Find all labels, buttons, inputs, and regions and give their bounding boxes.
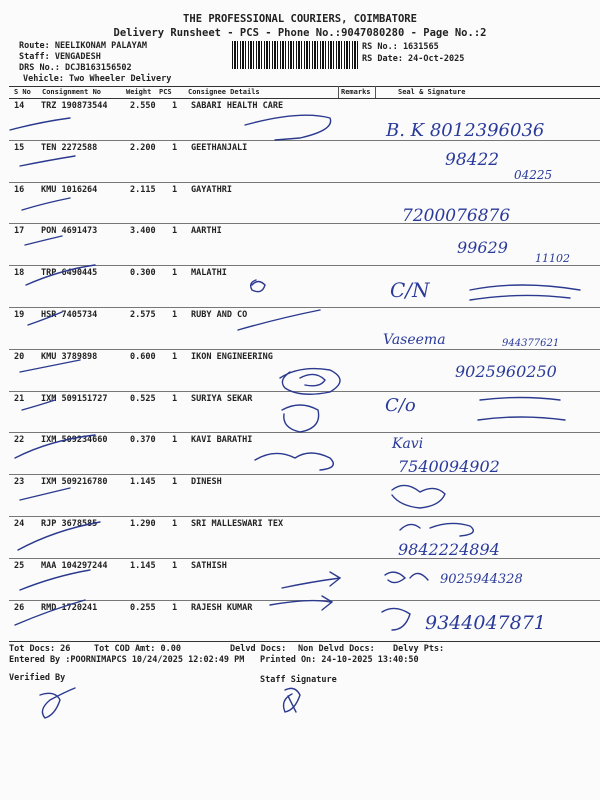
vehicle-label: Vehicle: Two Wheeler Delivery bbox=[23, 74, 172, 84]
row-wt: 3.400 bbox=[130, 226, 156, 237]
row-cn: TRZ 190873544 bbox=[41, 101, 108, 111]
handwritten-note: 99629 bbox=[457, 238, 508, 257]
row-pcs: 1 bbox=[172, 477, 178, 488]
row-pcs: 1 bbox=[172, 435, 178, 446]
delivery-points: Delvy Pts: bbox=[393, 644, 445, 654]
handwritten-note: C/N bbox=[390, 278, 430, 302]
row-wt: 2.550 bbox=[130, 101, 156, 111]
row-cn: TEN 2272588 bbox=[41, 142, 98, 153]
verified-by-label: Verified By bbox=[9, 673, 66, 683]
rs-date: RS Date: 24-Oct-2025 bbox=[362, 54, 465, 64]
row-sno: 25 bbox=[14, 560, 25, 571]
row-sno: 21 bbox=[14, 393, 25, 404]
row-cn: KMU 3789898 bbox=[41, 351, 98, 362]
row-cn: RMD 1720241 bbox=[41, 602, 98, 613]
row-cn: HSR 7405734 bbox=[41, 310, 98, 320]
row-cn: MAA 104297244 bbox=[41, 560, 108, 571]
drs-number: DRS No.: DCJB163156502 bbox=[19, 63, 132, 73]
row-pcs: 1 bbox=[172, 393, 178, 404]
row-sno: 14 bbox=[14, 101, 25, 111]
rs-number: RS No.: 1631565 bbox=[362, 42, 439, 52]
row-name: SATHISH bbox=[191, 560, 227, 571]
route-label: Route: NEELIKONAM PALAYAM bbox=[19, 41, 147, 51]
handwritten-note: 04225 bbox=[514, 168, 553, 182]
handwritten-note: Kavi bbox=[392, 436, 424, 452]
row-name: MALATHI bbox=[191, 268, 227, 279]
row-sno: 18 bbox=[14, 268, 25, 279]
row-wt: 0.600 bbox=[130, 351, 156, 362]
entered-by: Entered By :POORNIMAPCS 10/24/2025 12:02:49 PM bbox=[9, 655, 245, 665]
handwritten-note: 9025960250 bbox=[455, 362, 557, 381]
column-header-weight: Weight bbox=[126, 88, 152, 96]
row-name: RUBY AND CO bbox=[191, 310, 248, 320]
handwritten-note: 9344047871 bbox=[425, 612, 546, 634]
handwritten-note: 9025944328 bbox=[440, 572, 523, 587]
row-wt: 0.525 bbox=[130, 393, 156, 404]
row-name: IKON ENGINEERING bbox=[191, 351, 273, 362]
row-name: RAJESH KUMAR bbox=[191, 602, 253, 613]
column-header-pcs: PCS bbox=[159, 88, 172, 96]
row-pcs: 1 bbox=[172, 310, 178, 320]
non-delivered-docs: Non Delvd Docs: bbox=[298, 644, 375, 654]
row-pcs: 1 bbox=[172, 560, 178, 571]
handwritten-note: 7200076876 bbox=[402, 206, 511, 226]
row-cn: TRP 6490445 bbox=[41, 268, 98, 279]
row-wt: 2.575 bbox=[130, 310, 156, 320]
column-header-consignee: Consignee Details bbox=[188, 88, 260, 96]
row-wt: 0.370 bbox=[130, 435, 156, 446]
row-cn: IXM 509234660 bbox=[41, 435, 108, 446]
handwritten-note: B. K 8012396036 bbox=[386, 120, 545, 141]
row-pcs: 1 bbox=[172, 268, 178, 279]
row-name: KAVI BARATHI bbox=[191, 435, 253, 446]
row-wt: 0.300 bbox=[130, 268, 156, 279]
row-name: GEETHANJALI bbox=[191, 142, 248, 153]
row-pcs: 1 bbox=[172, 602, 178, 613]
row-pcs: 1 bbox=[172, 184, 178, 195]
row-sno: 17 bbox=[14, 226, 25, 237]
row-cn: IXM 509216780 bbox=[41, 477, 108, 488]
row-name: SRI MALLESWARI TEX bbox=[191, 519, 284, 529]
row-sno: 22 bbox=[14, 435, 25, 446]
handwritten-note: 9842224894 bbox=[398, 540, 500, 559]
column-header-sno: S No bbox=[14, 88, 31, 96]
row-pcs: 1 bbox=[172, 142, 178, 153]
row-name: SURIYA SEKAR bbox=[191, 393, 253, 404]
row-name: DINESH bbox=[191, 477, 222, 488]
handwritten-note: Vaseema bbox=[383, 332, 446, 348]
row-sno: 24 bbox=[14, 519, 25, 529]
row-wt: 1.290 bbox=[130, 519, 156, 529]
row-cn: RJP 3678585 bbox=[41, 519, 98, 529]
row-pcs: 1 bbox=[172, 101, 178, 111]
row-pcs: 1 bbox=[172, 351, 178, 362]
row-sno: 23 bbox=[14, 477, 25, 488]
company-name: THE PROFESSIONAL COURIERS, COIMBATORE bbox=[183, 13, 417, 25]
total-cod-amount: Tot COD Amt: 0.00 bbox=[94, 644, 181, 654]
column-header-remarks: Remarks bbox=[341, 88, 371, 96]
row-wt: 1.145 bbox=[130, 560, 156, 571]
handwritten-note: 7540094902 bbox=[398, 457, 500, 476]
row-sno: 26 bbox=[14, 602, 25, 613]
delivered-docs: Delvd Docs: bbox=[230, 644, 287, 654]
column-header-consignment: Consignment No bbox=[42, 88, 102, 96]
staff-signature-label: Staff Signature bbox=[260, 675, 337, 685]
row-wt: 2.115 bbox=[130, 184, 156, 195]
printed-on: Printed On: 24-10-2025 13:40:50 bbox=[260, 655, 419, 665]
row-pcs: 1 bbox=[172, 226, 178, 237]
row-pcs: 1 bbox=[172, 519, 178, 529]
row-sno: 20 bbox=[14, 351, 25, 362]
handwritten-note: 98422 bbox=[445, 150, 500, 170]
row-cn: IXM 509151727 bbox=[41, 393, 108, 404]
row-sno: 15 bbox=[14, 142, 25, 153]
total-docs: Tot Docs: 26 bbox=[9, 644, 71, 654]
row-wt: 0.255 bbox=[130, 602, 156, 613]
row-cn: PON 4691473 bbox=[41, 226, 98, 237]
handwritten-note: 944377621 bbox=[502, 338, 560, 349]
column-header-signature: Seal & Signature bbox=[398, 88, 466, 96]
row-name: SABARI HEALTH CARE bbox=[191, 101, 284, 111]
runsheet-subtitle: Delivery Runsheet - PCS - Phone No.:9047080280 - Page No.:2 bbox=[113, 27, 487, 39]
staff-label: Staff: VENGADESH bbox=[19, 52, 101, 62]
row-sno: 16 bbox=[14, 184, 25, 195]
handwritten-note: 11102 bbox=[535, 252, 570, 265]
row-cn: KMU 1016264 bbox=[41, 184, 98, 195]
row-wt: 1.145 bbox=[130, 477, 156, 488]
handwritten-note: C/o bbox=[385, 395, 416, 416]
row-wt: 2.200 bbox=[130, 142, 156, 153]
row-name: GAYATHRI bbox=[191, 184, 232, 195]
row-sno: 19 bbox=[14, 310, 25, 320]
row-name: AARTHI bbox=[191, 226, 222, 237]
